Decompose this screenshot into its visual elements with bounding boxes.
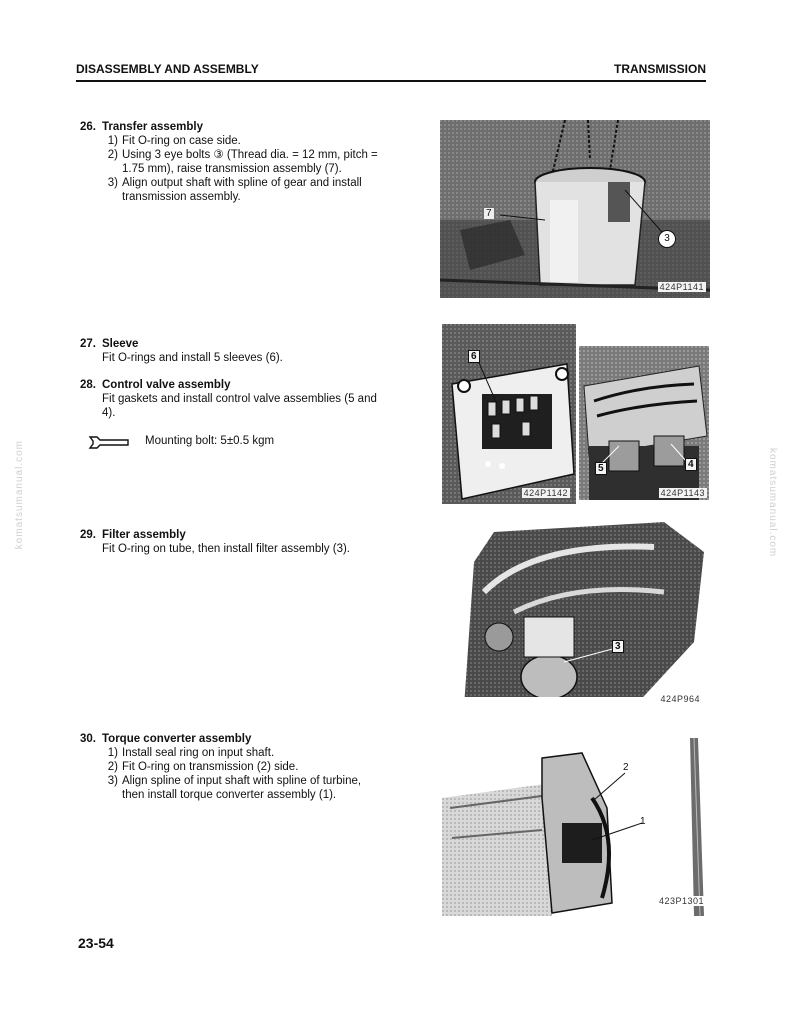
header-section-title: DISASSEMBLY AND ASSEMBLY	[76, 62, 259, 76]
step-number: 2)	[107, 761, 118, 773]
torque-spec	[80, 432, 382, 452]
step-number: 1)	[107, 747, 118, 759]
step	[80, 148, 382, 176]
step-text: Align output shaft with spline of gear and install transmission assembly.	[122, 177, 362, 203]
page-header	[76, 62, 706, 82]
photo-code: 423P1301	[658, 896, 704, 906]
step-text: Install seal ring on input shaft.	[122, 747, 275, 759]
callout-label: 2	[623, 762, 629, 773]
step	[80, 760, 382, 774]
torque-spec-text: Mounting bolt: 5±0.5 kgm	[145, 435, 275, 447]
step	[80, 774, 382, 802]
step-number: 3)	[107, 177, 118, 189]
step-text: Align spline of input shaft with spline of turbine, then install torque converter assembly (1).	[122, 775, 362, 801]
callout-label: 1	[640, 816, 646, 827]
page-number: 23-54	[78, 935, 114, 951]
photo-transfer-assembly	[440, 120, 710, 298]
watermark-left: komatsumanual.com	[14, 440, 25, 550]
wrench-icon	[88, 434, 132, 454]
section-number: 26.	[80, 121, 96, 133]
section-title: Control valve assembly	[102, 379, 231, 391]
section-control-valve-assembly	[80, 378, 382, 452]
section-title: Sleeve	[102, 338, 139, 350]
section-transfer-assembly	[80, 120, 382, 204]
section-sleeve	[80, 337, 382, 365]
callout-label: 4	[685, 458, 697, 471]
photo-sleeves	[442, 324, 576, 504]
section-body: Fit O-ring on tube, then install filter assembly (3).	[102, 543, 350, 555]
step-number: 2)	[107, 149, 118, 161]
section-torque-converter-assembly	[80, 732, 382, 802]
callout-label: 7	[486, 208, 492, 219]
callout-label: 3	[612, 640, 624, 653]
section-number: 28.	[80, 379, 96, 391]
step-number: 1)	[107, 135, 118, 147]
section-number: 29.	[80, 529, 96, 541]
callout-label: 3	[658, 230, 676, 248]
step-text: Fit O-ring on transmission (2) side.	[122, 761, 299, 773]
step-number: 3)	[107, 775, 118, 787]
photo-code: 424P1142	[523, 488, 568, 498]
photo-control-valves	[579, 346, 709, 500]
section-body: Fit gaskets and install control valve assemblies (5 and 4).	[102, 393, 377, 419]
photo-filter-assembly	[454, 522, 710, 708]
photo-code: 424P964	[660, 694, 700, 704]
section-body: Fit O-rings and install 5 sleeves (6).	[102, 352, 283, 364]
section-number: 30.	[80, 733, 96, 745]
header-chapter-title: TRANSMISSION	[613, 62, 706, 76]
photo-torque-converter	[442, 738, 710, 916]
step	[80, 746, 382, 760]
callout-label: 5	[595, 462, 607, 475]
step	[80, 176, 382, 204]
section-title: Transfer assembly	[102, 121, 204, 133]
section-number: 27.	[80, 338, 96, 350]
step-text: Using 3 eye bolts ③ (Thread dia. = 12 mm, pitch = 1.75 mm), raise transmission assembly (7).	[122, 149, 378, 175]
section-title: Torque converter assembly	[102, 733, 252, 745]
section-filter-assembly	[80, 528, 382, 556]
photo-code: 424P1143	[660, 488, 705, 498]
section-title: Filter assembly	[102, 529, 186, 541]
photo-code: 424P1141	[659, 282, 704, 292]
step-text: Fit O-ring on case side.	[122, 135, 241, 147]
watermark-right: komatsumanual.com	[767, 448, 778, 558]
step	[80, 134, 382, 148]
callout-label: 6	[468, 350, 480, 363]
